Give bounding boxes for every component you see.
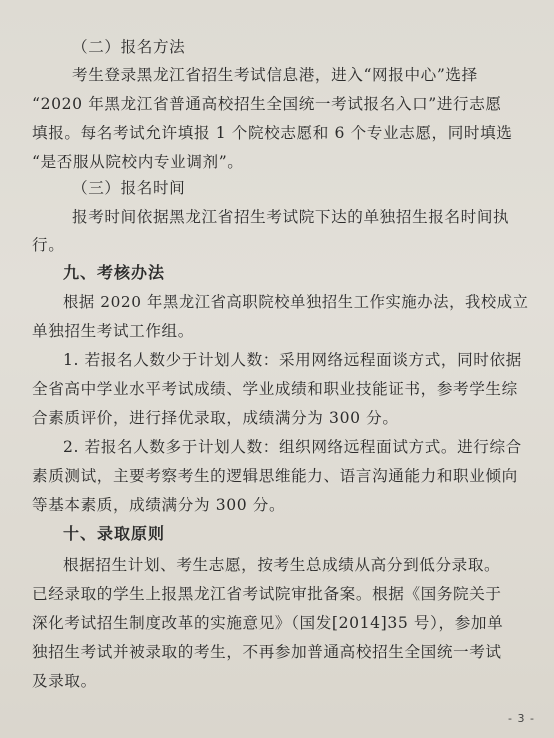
paragraph-line: 根据 2020 年黑龙江省高职院校单独招生工作实施办法，我校成立 — [63, 293, 529, 311]
paragraph-line: 单独招生考试工作组。 — [32, 322, 194, 340]
paragraph-line: 行。 — [32, 236, 65, 254]
section-heading-assessment: 九、考核办法 — [63, 263, 166, 282]
paragraph-line: 已经录取的学生上报黑龙江省考试院审批备案。根据《国务院关于 — [32, 585, 502, 603]
paragraph-line: 合素质评价，进行择优录取，成绩满分为 300 分。 — [32, 409, 399, 427]
paragraph-line: 素质测试，主要考察考生的逻辑思维能力、语言沟通能力和职业倾向 — [32, 467, 518, 485]
paragraph-line: 等基本素质，成绩满分为 300 分。 — [32, 496, 286, 514]
paragraph-line: 及录取。 — [32, 672, 97, 690]
page-number: - 3 - — [508, 712, 535, 725]
paragraph-line: 考生登录黑龙江省招生考试信息港，进入“网报中心”选择 — [72, 66, 478, 84]
paragraph-line: 2. 若报名人数多于计划人数：组织网络远程面试方式。进行综合 — [63, 438, 522, 456]
subheading-registration-method: （二）报名方法 — [72, 38, 186, 56]
paragraph-line: 根据招生计划、考生志愿，按考生总成绩从高分到低分录取。 — [63, 556, 501, 574]
paragraph-line: 1. 若报名人数少于计划人数：采用网络远程面谈方式，同时依据 — [63, 351, 522, 369]
paragraph-line: “是否服从院校内专业调剂”。 — [32, 153, 244, 171]
paragraph-line: “2020 年黑龙江省普通高校招生全国统一考试报名入口”进行志愿 — [32, 95, 502, 113]
paragraph-line: 报考时间依据黑龙江省招生考试院下达的单独招生报名时间执 — [72, 208, 510, 226]
paragraph-line: 填报。每名考试允许填报 1 个院校志愿和 6 个专业志愿，同时填选 — [32, 124, 513, 142]
paragraph-line: 全省高中学业水平考试成绩、学业成绩和职业技能证书，参考学生综 — [32, 380, 518, 398]
paragraph-line: 深化考试招生制度改革的实施意见》（国发[2014]35 号），参加单 — [32, 614, 504, 632]
paragraph-line: 独招生考试并被录取的考生，不再参加普通高校招生全国统一考试 — [32, 643, 502, 661]
subheading-registration-time: （三）报名时间 — [72, 179, 186, 197]
section-heading-admission: 十、录取原则 — [63, 524, 166, 543]
